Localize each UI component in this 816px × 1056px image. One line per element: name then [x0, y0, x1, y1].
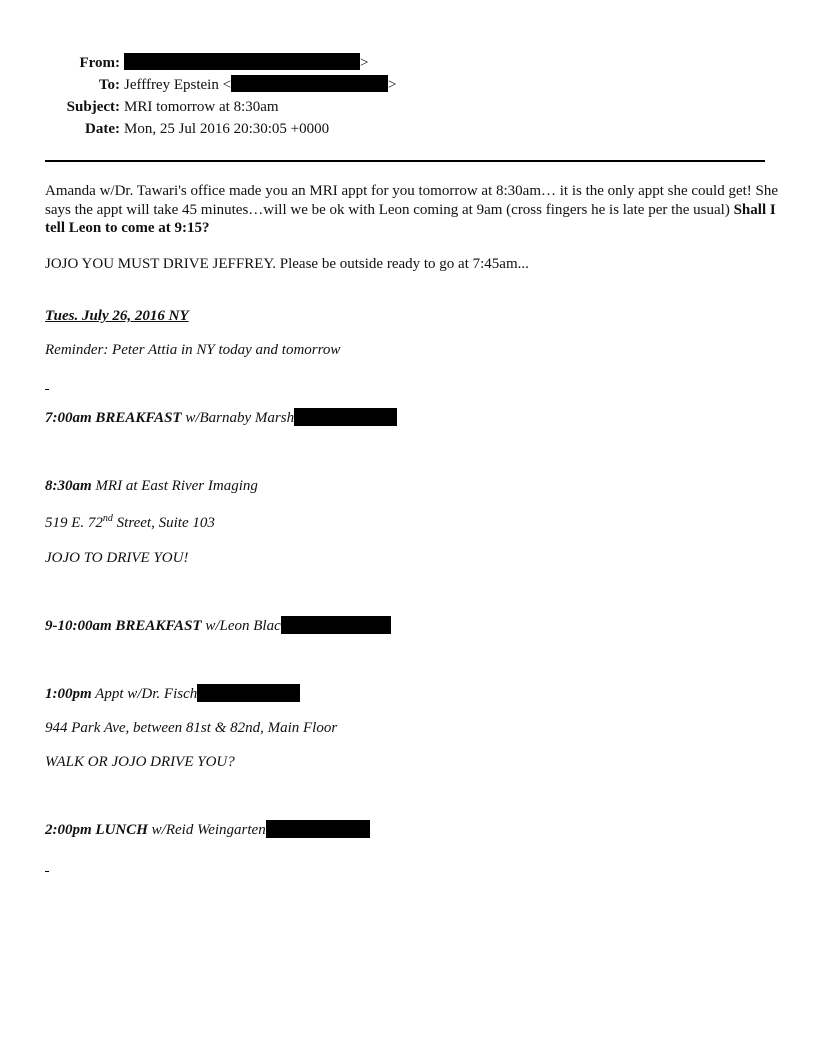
body-paragraph-1	[45, 182, 785, 238]
item5-time: 2:00pm LUNCH	[45, 822, 148, 838]
item2-address	[45, 513, 215, 533]
to-name: Jefffrey Epstein <	[124, 77, 232, 93]
underscore-mark	[45, 871, 49, 872]
item2-text: MRI at East River Imaging	[91, 478, 258, 494]
para1-bold: Shall I tell Leon to come at 9:15?	[45, 201, 776, 236]
item1-text: w/Barnaby Marsh	[181, 410, 295, 426]
to-row	[0, 75, 816, 95]
subject-row	[0, 97, 816, 117]
item3-time: 9-10:00am BREAKFAST	[45, 618, 202, 634]
date-heading: Tues. July 26, 2016 NY	[45, 308, 189, 324]
header-divider	[45, 160, 765, 162]
date-row	[0, 119, 816, 139]
schedule-item-5	[45, 820, 370, 840]
item4-text: Appt w/Dr. Fisch	[91, 686, 198, 702]
item5-text: w/Reid Weingarten	[147, 822, 266, 838]
subject-value: MRI tomorrow at 8:30am	[124, 99, 279, 115]
date-label: Date:	[85, 121, 120, 137]
redaction-bar	[294, 408, 397, 426]
subject-label: Subject:	[66, 99, 120, 115]
date-value: Mon, 25 Jul 2016 20:30:05 +0000	[124, 121, 330, 137]
item2-time: 8:30am	[45, 478, 92, 494]
schedule-item-1	[45, 408, 397, 428]
underscore-mark	[45, 389, 49, 390]
from-row	[0, 53, 816, 73]
item2-addr-post: Street, Suite 103	[112, 515, 215, 531]
item2-note: JOJO TO DRIVE YOU!	[45, 550, 189, 566]
item1-time: 7:00am BREAKFAST	[45, 410, 182, 426]
redaction-bar	[124, 53, 360, 70]
to-suffix: >	[388, 77, 397, 93]
schedule-item-3	[45, 616, 391, 636]
para1-text: Amanda w/Dr. Tawari's office made you an MRI appt for you tomorrow at 8:30am… it is the only appt she could get! She says the appt will take 45 minutes…will we be ok with Leon coming at 9am (cross fingers he is late per the usual)	[45, 183, 779, 218]
redaction-bar	[266, 820, 370, 838]
redaction-bar	[281, 616, 391, 634]
reminder-line: Reminder: Peter Attia in NY today and tomorrow	[45, 342, 341, 358]
item2-addr-sup: nd	[102, 513, 113, 524]
body-paragraph-2	[45, 255, 785, 274]
redaction-bar	[231, 75, 388, 92]
from-label: From:	[79, 55, 120, 71]
item2-addr-pre: 519 E. 72	[45, 515, 103, 531]
item4-address: 944 Park Ave, between 81st & 82nd, Main Floor	[45, 720, 338, 736]
para2-text: JOJO YOU MUST DRIVE JEFFREY. Please be outside ready to go at 7:45am...	[45, 256, 529, 272]
schedule-item-4	[45, 684, 300, 704]
item4-time: 1:00pm	[45, 686, 92, 702]
schedule-item-2	[45, 476, 258, 496]
to-label: To:	[98, 77, 120, 93]
redaction-bar	[197, 684, 300, 702]
item4-note: WALK OR JOJO DRIVE YOU?	[45, 754, 235, 770]
item3-text: w/Leon Blac	[201, 618, 281, 634]
from-value	[124, 53, 368, 73]
schedule-date-heading	[45, 306, 189, 326]
to-value	[124, 75, 397, 95]
from-suffix: >	[360, 55, 369, 71]
